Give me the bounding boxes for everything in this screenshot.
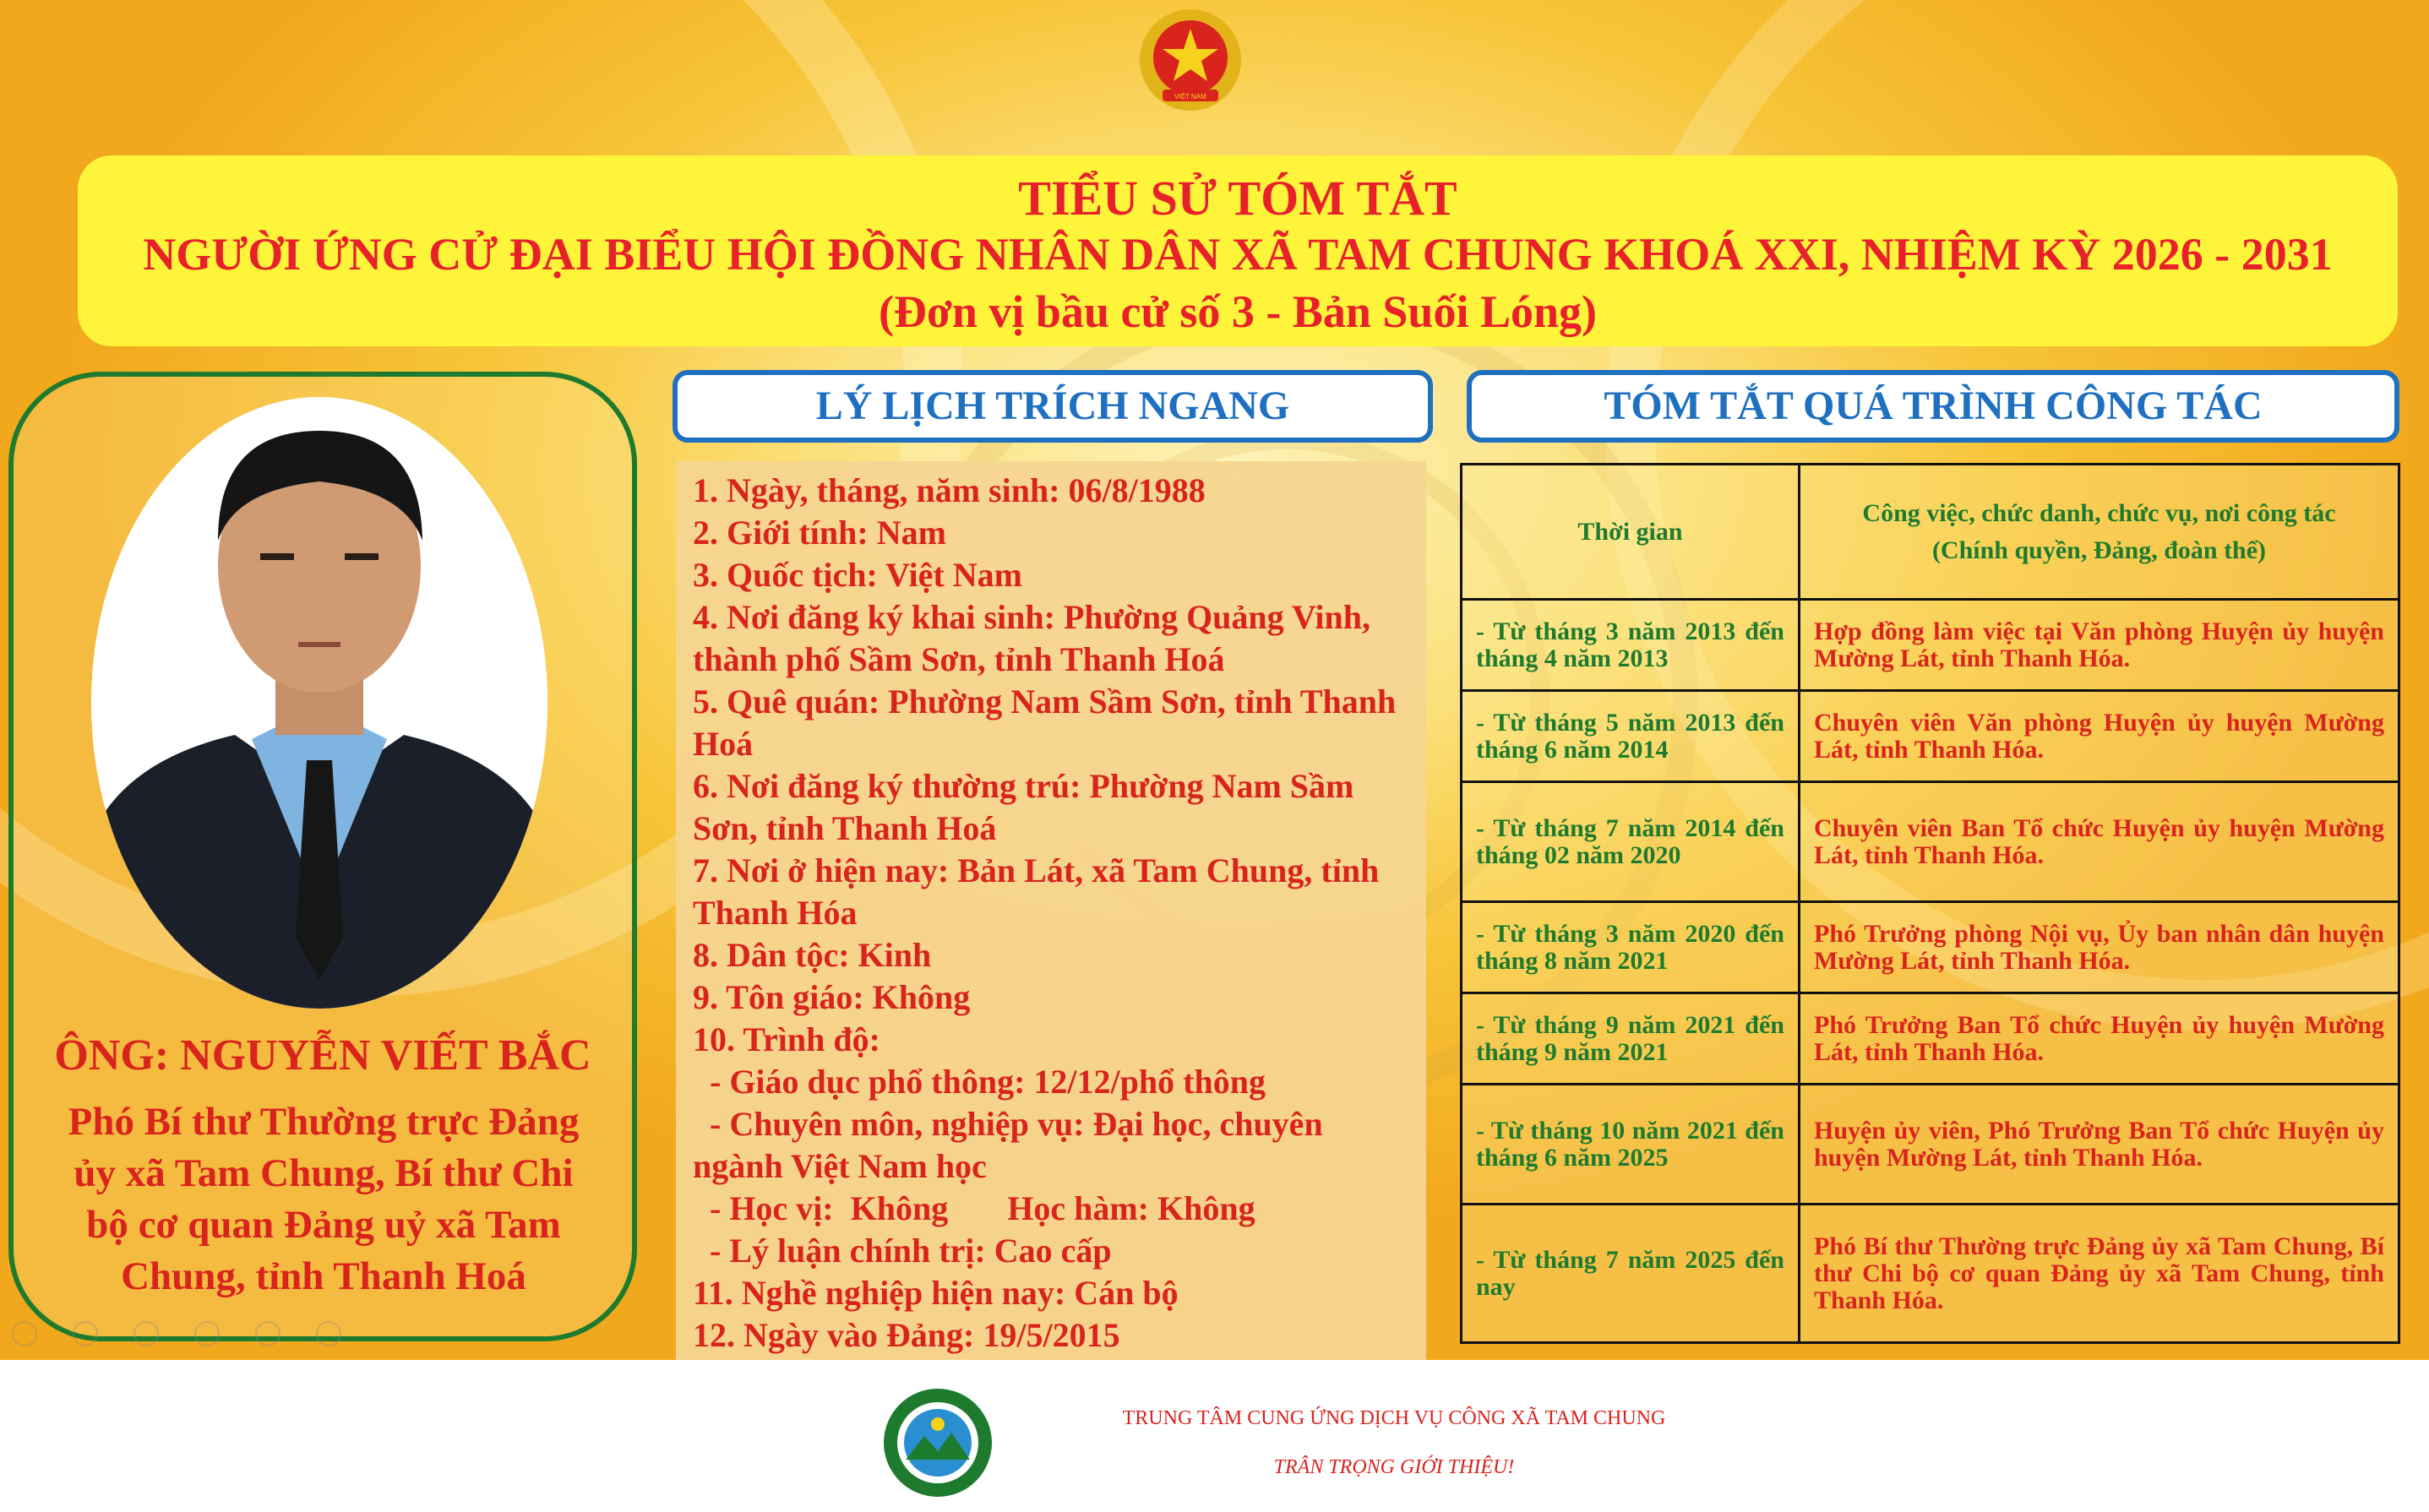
row-time: - Từ tháng 3 năm 2020 đến tháng 8 năm 2021 xyxy=(1462,902,1800,993)
bio-item-professional: - Chuyên môn, nghiệp vụ: Đại học, chuyên ngành Việt Nam học xyxy=(693,1105,1332,1185)
career-table xyxy=(1460,463,2400,1344)
row-job: Chuyên viên Ban Tổ chức Huyện ủy huyện Mường Lát, tỉnh Thanh Hóa. xyxy=(1800,782,2399,902)
table-row xyxy=(1462,782,2399,902)
row-time: - Từ tháng 7 năm 2025 đến nay xyxy=(1462,1205,1800,1343)
table-row xyxy=(1462,600,2399,691)
bio-item-gender: 2. Giới tính: Nam xyxy=(693,514,946,552)
bio-item-general-education: - Giáo dục phổ thông: 12/12/phổ thông xyxy=(693,1063,1266,1101)
bio-item-party-date: 12. Ngày vào Đảng: 19/5/2015 xyxy=(693,1316,1120,1354)
bio-item-political-theory: - Lý luận chính trị: Cao cấp xyxy=(693,1232,1112,1270)
footer-tagline: TRÂN TRỌNG GIỚI THIỆU! xyxy=(1273,1456,1515,1478)
pen-icon[interactable] xyxy=(133,1321,159,1346)
column-header-job-line2: (Chính quyền, Đảng, đoàn thể) xyxy=(1931,536,2267,564)
bio-section-header: LÝ LỊCH TRÍCH NGANG xyxy=(673,370,1433,443)
bio-item-residence: 6. Nơi đăng ký thường trú: Phường Nam Sầm Sơn, tỉnh Thanh Hoá xyxy=(693,767,1354,847)
bio-item-current-address: 7. Nơi ở hiện nay: Bản Lát, xã Tam Chung, tỉnh Thanh Hóa xyxy=(693,851,1380,932)
page-subtitle: NGƯỜI ỨNG CỬ ĐẠI BIỂU HỘI ĐỒNG NHÂN DÂN XÃ TAM CHUNG KHOÁ XXI, NHIỆM KỲ 2026 - 2031 xyxy=(143,229,2333,280)
candidate-portrait-icon xyxy=(91,397,547,1009)
candidate-photo xyxy=(91,397,547,1009)
row-job: Phó Bí thư Thường trực Đảng ủy xã Tam Chung, Bí thư Chi bộ cơ quan Đảng ủy xã Tam Chung, tỉnh Thanh Hóa. xyxy=(1800,1205,2399,1343)
bio-item-religion: 9. Tôn giáo: Không xyxy=(693,978,971,1016)
career-section-header: TÓM TẮT QUÁ TRÌNH CÔNG TÁC xyxy=(1467,370,2399,443)
next-slide-icon[interactable] xyxy=(73,1321,98,1346)
bio-item-occupation: 11. Nghề nghiệp hiện nay: Cán bộ xyxy=(693,1274,1179,1312)
national-emblem-icon xyxy=(1136,5,1245,115)
bio-item-degree: - Học vị: Không Học hàm: Không xyxy=(693,1189,1255,1227)
slideshow-controls xyxy=(12,1321,341,1346)
table-row xyxy=(1462,1205,2399,1343)
page-title: TIỂU SỬ TÓM TẮT xyxy=(1018,171,1457,226)
row-time: - Từ tháng 10 năm 2021 đến tháng 6 năm 2025 xyxy=(1462,1085,1800,1205)
bio-item-birthplace: 4. Nơi đăng ký khai sinh: Phường Quảng Vinh, thành phố Sầm Sơn, tỉnh Thanh Hoá xyxy=(693,598,1370,678)
table-header-row xyxy=(1462,465,2399,600)
row-time: - Từ tháng 7 năm 2014 đến tháng 02 năm 2020 xyxy=(1462,782,1800,902)
table-row xyxy=(1462,902,2399,993)
bio-list xyxy=(693,470,1419,1357)
row-job: Phó Trưởng phòng Nội vụ, Ủy ban nhân dân huyện Mường Lát, tỉnh Thanh Hóa. xyxy=(1800,902,2399,993)
candidate-position: Phó Bí thư Thường trực Đảng ủy xã Tam Chung, Bí thư Chi bộ cơ quan Đảng uỷ xã Tam Chung, tỉnh Thanh Hoá xyxy=(68,1100,580,1298)
more-options-icon[interactable] xyxy=(316,1321,341,1346)
emblem-text: VIỆT NAM xyxy=(1174,93,1206,101)
row-job: Huyện ủy viên, Phó Trưởng Ban Tổ chức Huyện ủy huyện Mường Lát, tỉnh Thanh Hóa. xyxy=(1800,1085,2399,1205)
row-time: - Từ tháng 3 năm 2013 đến tháng 4 năm 2013 xyxy=(1462,600,1800,691)
table-row xyxy=(1462,691,2399,782)
row-job: Phó Trưởng Ban Tổ chức Huyện ủy huyện Mường Lát, tỉnh Thanh Hóa. xyxy=(1800,993,2399,1085)
previous-slide-icon[interactable] xyxy=(12,1321,37,1346)
bio-item-education: 10. Trình độ: xyxy=(693,1020,880,1058)
bio-item-hometown: 5. Quê quán: Phường Nam Sầm Sơn, tỉnh Thanh Hoá xyxy=(693,683,1397,763)
column-header-job-line1: Công việc, chức danh, chức vụ, nơi công tác xyxy=(1862,498,2336,527)
column-header-time: Thời gian xyxy=(1462,465,1800,600)
row-job: Chuyên viên Văn phòng Huyện ủy huyện Mường Lát, tỉnh Thanh Hóa. xyxy=(1800,691,2399,782)
column-header-job xyxy=(1800,465,2399,600)
grid-view-icon[interactable] xyxy=(194,1321,220,1346)
zoom-icon[interactable] xyxy=(255,1321,280,1346)
footer-organization: TRUNG TÂM CUNG ỨNG DỊCH VỤ CÔNG XÃ TAM CHUNG xyxy=(1122,1407,1666,1429)
row-time: - Từ tháng 9 năm 2021 đến tháng 9 năm 2021 xyxy=(1462,993,1800,1085)
bio-item-ethnicity: 8. Dân tộc: Kinh xyxy=(693,936,932,974)
row-job: Hợp đồng làm việc tại Văn phòng Huyện ủy huyện Mường Lát, tỉnh Thanh Hóa. xyxy=(1800,600,2399,691)
candidate-name: ÔNG: NGUYỄN VIẾT BẮC xyxy=(54,1031,591,1080)
bio-item-nationality: 3. Quốc tịch: Việt Nam xyxy=(693,556,1022,594)
table-row xyxy=(1462,1085,2399,1205)
constituency-label: (Đơn vị bầu cử số 3 - Bản Suối Lóng) xyxy=(879,286,1597,337)
bio-item-dob: 1. Ngày, tháng, năm sinh: 06/8/1988 xyxy=(693,471,1206,509)
table-row xyxy=(1462,993,2399,1085)
service-center-logo-icon xyxy=(880,1385,995,1500)
row-time: - Từ tháng 5 năm 2013 đến tháng 6 năm 2014 xyxy=(1462,691,1800,782)
